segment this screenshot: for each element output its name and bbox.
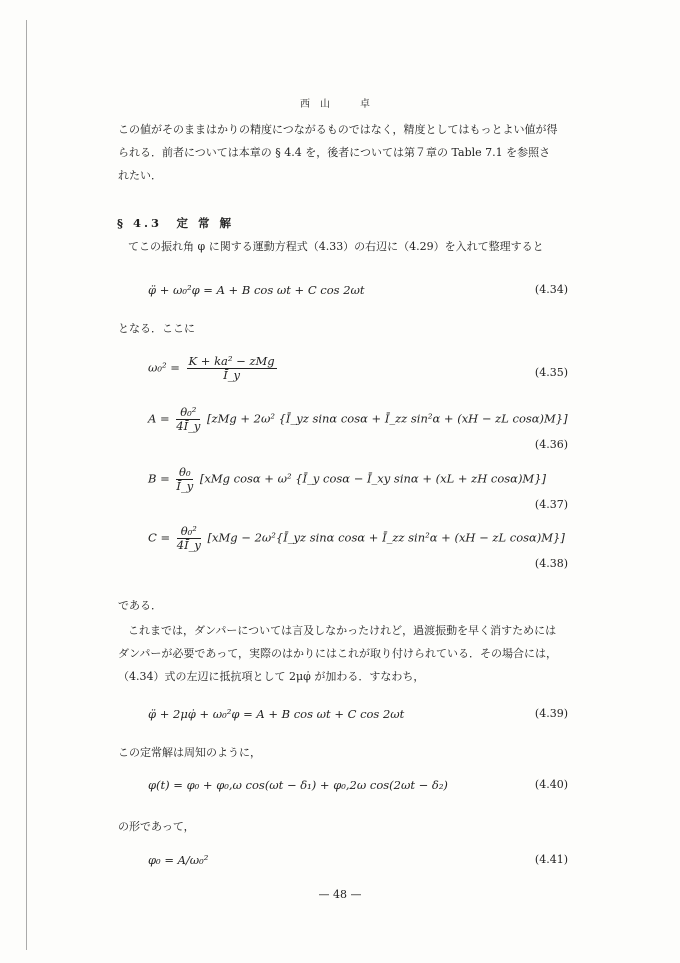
- equation-4-40: φ(t) = φ₀ + φ₀,ω cos(ωt − δ₁) + φ₀,2ω cos(2ωt − δ₂): [148, 778, 448, 792]
- equation-number-4-38: (4.38): [534, 557, 568, 570]
- equation-number-4-35: (4.35): [534, 366, 568, 379]
- eq-4-38-rhs: [xMg − 2ω²{Ī_yz sinα cosα + Ī_zz sin²α + (xH − zL cosα)M}]: [207, 530, 565, 545]
- equation-number-4-40: (4.40): [534, 778, 568, 791]
- eq-4-36-numerator: θ₀²: [176, 406, 200, 420]
- eq-4-36-lhs: A =: [148, 411, 170, 426]
- eq-4-38-fraction: [177, 525, 201, 552]
- eq-4-36-rhs: [zMg + 2ω² {Ī_yz sinα cosα + Ī_zz sin²α + (xH − zL cosα)M}]: [207, 411, 568, 426]
- eq-4-36-fraction: [176, 406, 200, 433]
- damper-line-1: これまでは，ダンパーについては言及しなかったけれど，過渡振動を早く消すためには: [128, 624, 557, 637]
- eq-4-35-numerator: K + ka² − zMg: [188, 354, 275, 368]
- equation-4-34: φ̈ + ω₀²φ = A + B cos ωt + C cos 2ωt: [148, 283, 365, 297]
- eq-4-35-fraction: [187, 355, 277, 382]
- eq-4-38-lhs: C =: [148, 530, 171, 545]
- eq-4-38-denominator: 4Ī_y: [176, 538, 201, 552]
- eq-4-37-lhs: B =: [148, 471, 170, 486]
- eq-4-36-denominator: 4Ī_y: [176, 419, 201, 433]
- text-dearu: である．: [118, 599, 162, 612]
- eq-4-35-lhs: ω₀² =: [148, 360, 180, 375]
- intro-line-1: この値がそのままはかりの精度につながるものではなく，精度としてはもっとよい値が得: [118, 123, 558, 136]
- equation-number-4-37: (4.37): [534, 498, 568, 511]
- equation-4-38: [148, 525, 565, 552]
- equation-4-35: [148, 355, 280, 382]
- section-title: § 4.3 定 常 解: [117, 216, 235, 230]
- equation-4-41: φ₀ = A/ω₀²: [148, 853, 209, 867]
- equation-4-36: [148, 406, 568, 433]
- text-steady-solution: この定常解は周知のように，: [118, 746, 261, 759]
- equation-number-4-39: (4.39): [534, 707, 568, 720]
- equation-number-4-41: (4.41): [534, 853, 568, 866]
- text-form: の形であって，: [118, 820, 195, 833]
- equation-number-4-36: (4.36): [534, 438, 568, 451]
- eq-4-37-numerator: θ₀: [176, 466, 193, 480]
- damper-line-2: ダンパーが必要であって，実際のはかりにはこれが取り付けられている．その場合には，: [118, 647, 558, 660]
- section-intro: てこの振れ角 φ に関する運動方程式（4.33）の右辺に（4.29）を入れて整理すると: [128, 240, 544, 253]
- damper-line-3: （4.34）式の左辺に抵抗項として 2μφ̇ が加わる．すなわち，: [118, 670, 425, 683]
- eq-4-38-numerator: θ₀²: [177, 525, 201, 539]
- intro-line-3: れたい．: [118, 169, 162, 182]
- binding-margin-line: [26, 20, 27, 950]
- eq-4-37-rhs: [xMg cosα + ω² {Ī_y cosα − Ī_xy sinα + (xL + zH cosα)M}]: [199, 471, 547, 486]
- eq-4-37-fraction: [176, 466, 193, 493]
- running-header: 西山 卓: [300, 99, 380, 110]
- page-number: — 48 —: [318, 888, 362, 901]
- equation-number-4-34: (4.34): [534, 283, 568, 296]
- eq-4-37-denominator: Ī_y: [176, 479, 194, 493]
- intro-line-2: られる．前者については本章の § 4.4 を，後者については第７章の Table 7.1 を参照さ: [118, 146, 551, 159]
- eq-4-35-denominator: Ī_y: [223, 368, 240, 382]
- equation-4-37: [148, 466, 546, 493]
- text-koko: となる．ここに: [118, 322, 195, 335]
- equation-4-39: φ̈ + 2μφ̇ + ω₀²φ = A + B cos ωt + C cos 2ωt: [148, 707, 405, 721]
